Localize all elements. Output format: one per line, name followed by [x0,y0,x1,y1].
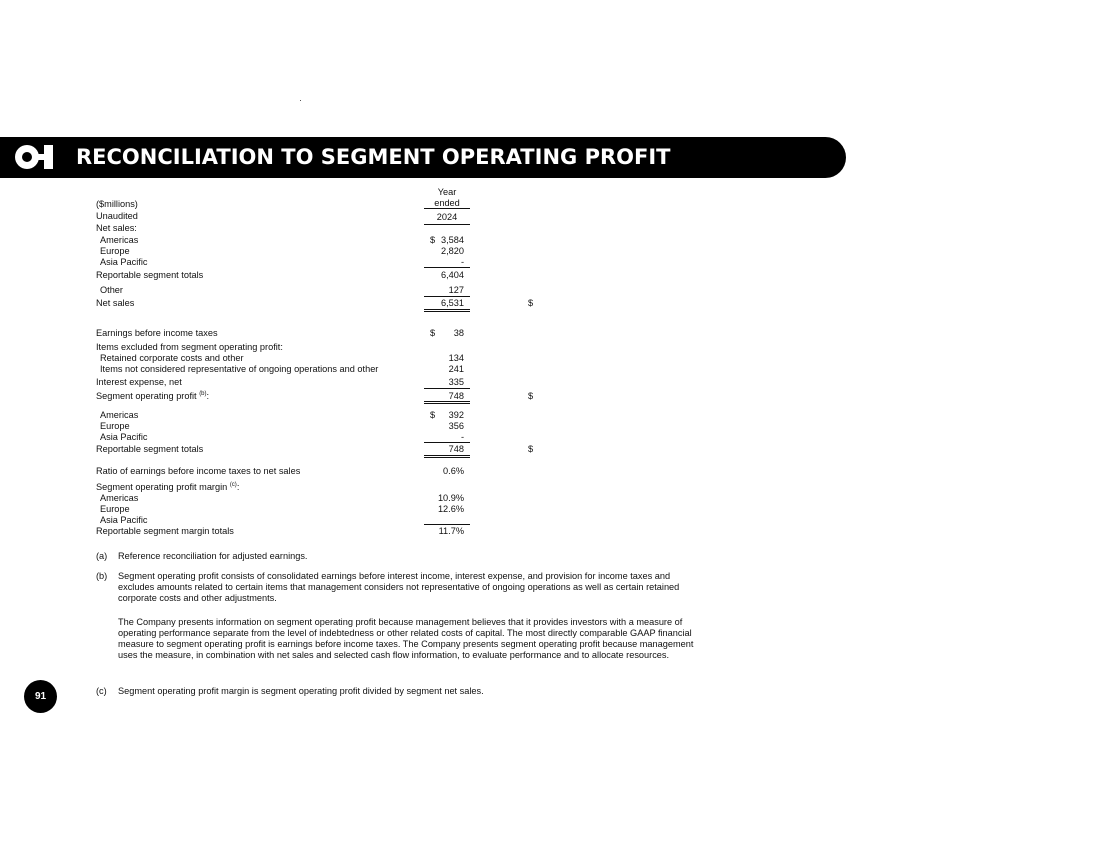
double-rule-1 [424,455,470,456]
unaudited-label: Unaudited [96,211,138,221]
double-rule-1 [424,309,470,310]
subtotal-rule [424,388,470,389]
table-row: Europe 12.6% [100,504,464,514]
table-row: Other 127 [100,285,464,295]
units-label: ($millions) [96,199,138,209]
table-row: Ratio of earnings before income taxes to net sales 0.6% [96,466,464,476]
table-row: Europe 2,820 [100,246,464,256]
double-rule-2 [424,457,470,458]
table-row: Asia Pacific [100,515,148,525]
col-header-ended: ended [434,198,460,208]
table-row: Reportable segment totals $ 748 [96,444,534,454]
table-row: Segment operating profit margin $^{(c)}$: [96,482,240,492]
table-row: Asia Pacific - [100,257,464,267]
table-row: Segment operating profit $^{(b)}$: $ 748 [96,391,534,401]
table-row: Europe 356 [100,421,464,431]
table-row: Earnings before income taxes $ 38 [96,328,464,338]
stray-dot [300,100,301,101]
double-rule-2 [424,403,470,404]
table-row: Asia Pacific - [100,432,464,442]
table-row: Net sales $ 6,531 [96,298,534,308]
table-row: Reportable segment margin totals 11.7% [96,526,464,536]
col-header-year-value: 2024 [436,212,458,222]
table-row: Americas 10.9% [100,493,464,503]
double-rule-1 [424,401,470,402]
table-row: Interest expense, net 335 [96,377,464,387]
table-row: Americas $ 3,584 [100,235,464,245]
table-row: Reportable segment totals 6,404 [96,270,464,280]
col-header-year: Year [437,187,457,197]
page-title: RECONCILIATION TO SEGMENT OPERATING PROFIT [76,145,671,169]
double-rule-2 [424,311,470,312]
page-number: 91 [24,680,57,713]
table-row: Net sales: [96,223,137,233]
table-row: Items not considered representative of ongoing operations and other 241 [100,364,464,374]
subtotal-rule [424,267,470,268]
table-row: Retained corporate costs and other 134 [100,353,464,363]
table-row: Americas $ 392 [100,410,464,420]
oi-logo-icon [14,143,56,171]
table-row: Items excluded from segment operating profit: [96,342,283,352]
